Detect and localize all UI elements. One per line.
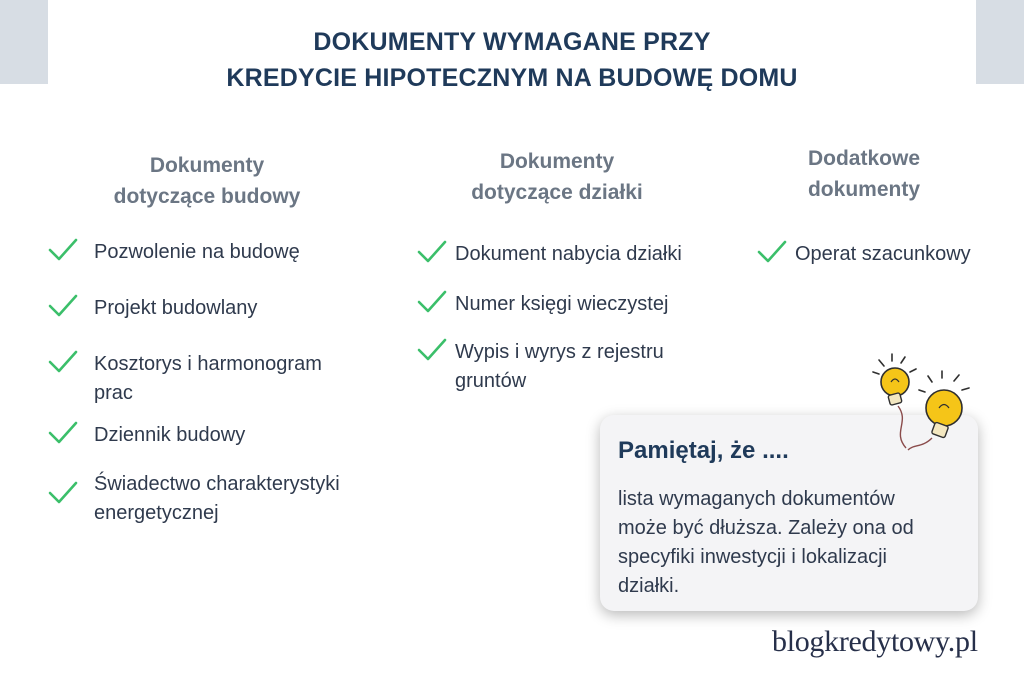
list-item [46, 238, 300, 267]
list-item-text: Numer księgi wieczystej [455, 293, 669, 315]
reminder-line: lista wymaganych dokumentów [618, 488, 895, 510]
column-heading-plot [428, 146, 686, 208]
list-item-text: Dokument nabycia działki [455, 243, 682, 265]
checkmark-icon [415, 335, 449, 365]
checkmark-icon [415, 287, 449, 317]
reminder-body [618, 485, 970, 601]
checkmark-icon [755, 237, 789, 267]
reminder-line: może być dłuższa. Zależy ona od [618, 517, 914, 539]
list-item [46, 421, 245, 450]
list-item-text: Kosztorys i harmonogram [94, 353, 322, 375]
list-item [415, 240, 682, 269]
list-item-text: gruntów [455, 370, 527, 392]
list-item-text: Projekt budowlany [94, 297, 258, 319]
column-heading-line: Dokumenty [149, 154, 265, 177]
title-line-2: KREDYCIE HIPOTECZNYM NA BUDOWĘ DOMU [226, 64, 798, 92]
column-heading-line: dokumenty [807, 178, 920, 201]
column-heading-line: Dodatkowe [807, 147, 920, 170]
list-item [46, 350, 322, 408]
list-item-text: Pozwolenie na budowę [94, 241, 300, 263]
column-heading-line: Dokumenty [499, 150, 615, 173]
column-heading-line: dotyczące działki [471, 181, 643, 204]
column-heading-line: dotyczące budowy [113, 185, 301, 208]
column-heading-additional [752, 143, 976, 205]
checkmark-icon [46, 418, 80, 448]
lightbulb-icon [870, 352, 990, 464]
page-title [0, 24, 1024, 96]
list-item [415, 290, 668, 319]
list-item [46, 470, 340, 528]
checkmark-icon [46, 235, 80, 265]
list-item-text: prac [94, 382, 133, 404]
checkmark-icon [415, 237, 449, 267]
title-line-1: DOKUMENTY WYMAGANE PRZY [313, 28, 711, 56]
list-item [46, 294, 257, 323]
reminder-title: Pamiętaj, że .... [618, 437, 789, 464]
list-item-text: energetycznej [94, 502, 219, 524]
reminder-line: działki. [618, 575, 680, 597]
list-item-text: Operat szacunkowy [795, 243, 971, 265]
list-item-text: Dziennik budowy [94, 424, 246, 446]
checkmark-icon [46, 478, 80, 508]
list-item-text: Wypis i wyrys z rejestru [455, 341, 664, 363]
column-heading-construction [78, 150, 336, 212]
checkmark-icon [46, 347, 80, 377]
list-item [415, 338, 664, 396]
checkmark-icon [46, 291, 80, 321]
brand-logo: blogkredytowy.pl [772, 625, 978, 658]
list-item [755, 240, 971, 269]
list-item-text: Świadectwo charakterystyki [94, 473, 340, 495]
reminder-line: specyfiki inwestycji i lokalizacji [618, 546, 887, 568]
